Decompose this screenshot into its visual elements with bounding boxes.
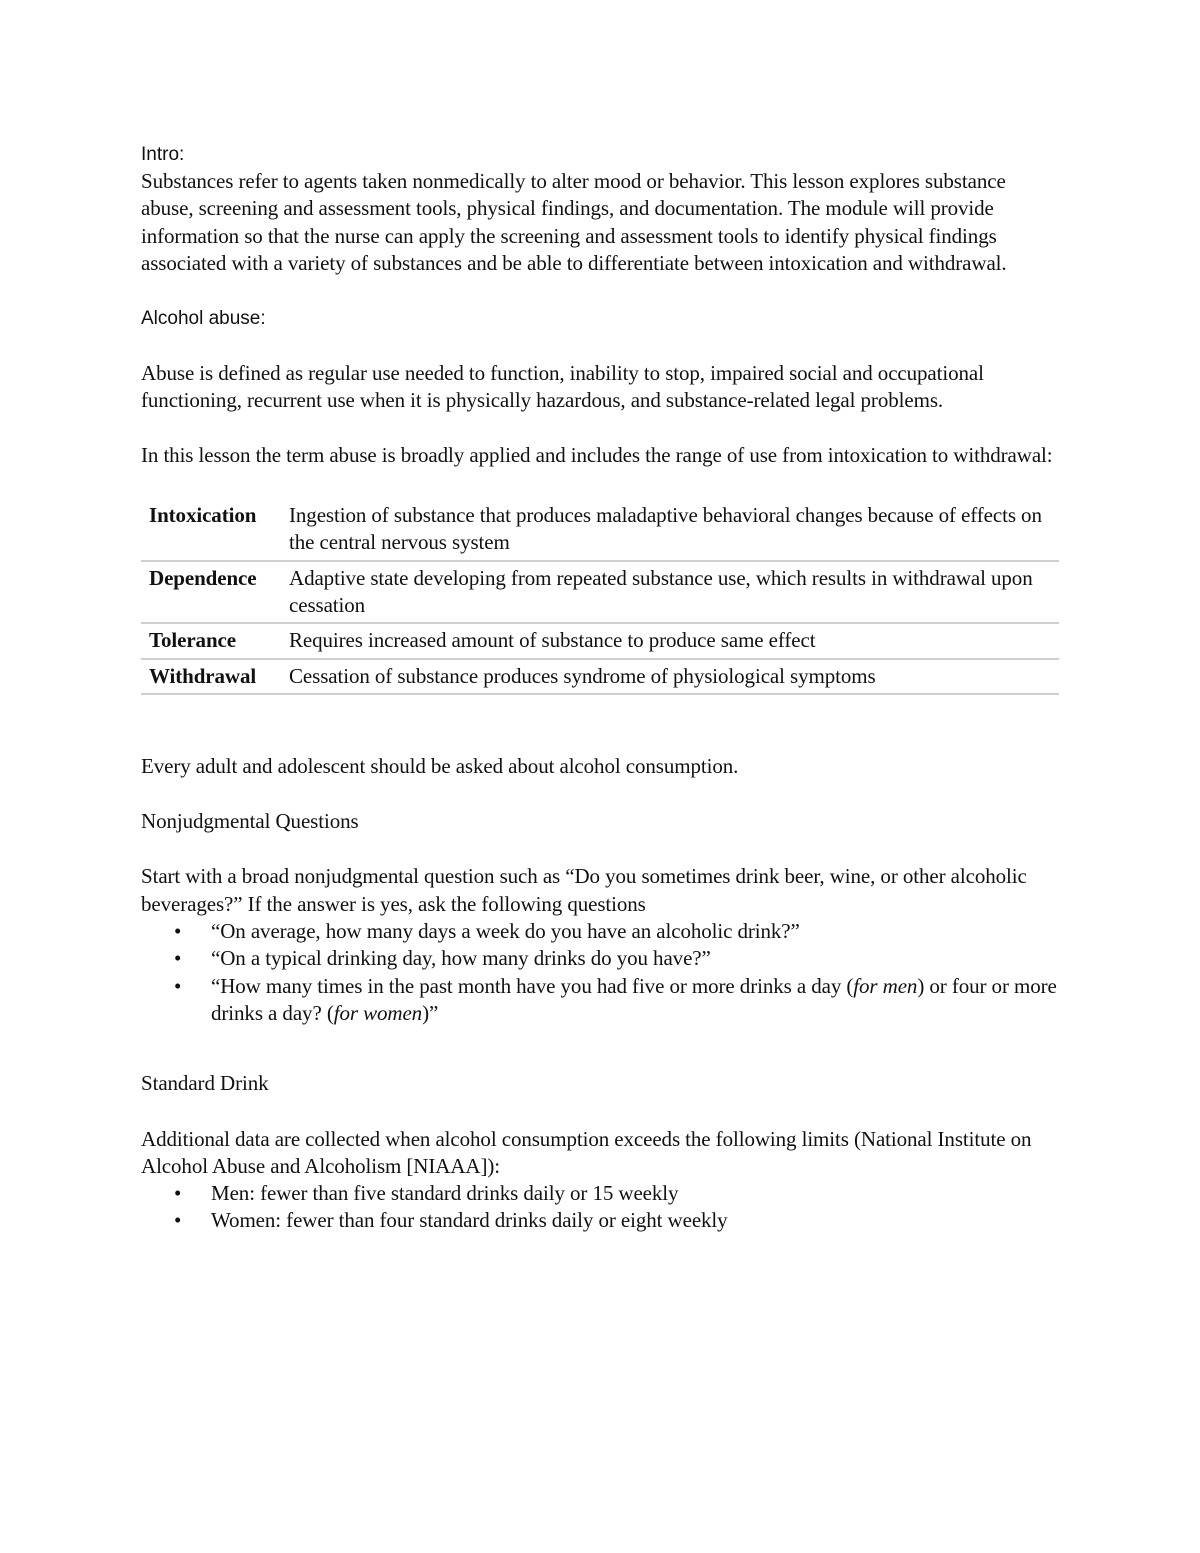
term-cell: Dependence bbox=[141, 561, 289, 624]
nonjudgmental-subheading: Nonjudgmental Questions bbox=[141, 809, 359, 834]
definition-cell: Requires increased amount of substance to produce same effect bbox=[289, 623, 1059, 658]
definition-cell: Ingestion of substance that produces maladaptive behavioral changes because of effects on the central nervous system bbox=[289, 499, 1059, 561]
table-row bbox=[141, 499, 1059, 561]
table-row bbox=[141, 659, 1059, 694]
bullet-icon: • bbox=[174, 1181, 182, 1206]
list-item bbox=[141, 973, 1061, 1028]
abuse-scope-paragraph: In this lesson the term abuse is broadly applied and includes the range of use from intoxication to withdrawal: bbox=[141, 442, 1053, 467]
bullet-icon: • bbox=[174, 1208, 182, 1233]
term-cell: Withdrawal bbox=[141, 659, 289, 694]
table-row bbox=[141, 623, 1059, 658]
screening-lead-paragraph: Start with a broad nonjudgmental question such as “Do you sometimes drink beer, wine, or other alcoholic beverages?” If the answer is yes, ask the following questions bbox=[141, 864, 1027, 916]
question-text-part: )” bbox=[422, 1000, 439, 1025]
question-text: “On a typical drinking day, how many drinks do you have?” bbox=[211, 946, 711, 971]
list-item bbox=[141, 1207, 1061, 1234]
list-item bbox=[141, 1180, 1061, 1207]
question-text bbox=[211, 974, 1057, 1025]
definition-cell: Cessation of substance produces syndrome of physiological symptoms bbox=[289, 659, 1059, 694]
list-item bbox=[141, 945, 1061, 972]
terms-table bbox=[141, 499, 1059, 695]
term-cell: Tolerance bbox=[141, 623, 289, 658]
bullet-icon: • bbox=[174, 946, 182, 971]
screening-questions-list bbox=[141, 918, 1061, 1027]
term-cell: Intoxication bbox=[141, 499, 289, 561]
intro-paragraph: Substances refer to agents taken nonmedically to alter mood or behavior. This lesson explores substance abuse, screening and assessment tools, physical findings, and documentation. The module will provide information so that the nurse can apply the screening and assessment tools to identify physical findings associated with a variety of substances and be able to differentiate between intoxication and withdrawal. bbox=[141, 169, 1007, 275]
alcohol-abuse-heading: Alcohol abuse: bbox=[141, 308, 266, 330]
question-text-part: ) or four or more drinks a day? ( bbox=[211, 973, 1057, 1025]
standard-drink-subheading: Standard Drink bbox=[141, 1071, 269, 1096]
limits-list bbox=[141, 1180, 1061, 1235]
limit-text: Women: fewer than four standard drinks daily or eight weekly bbox=[211, 1208, 728, 1233]
list-item bbox=[141, 918, 1061, 945]
screening-statement: Every adult and adolescent should be asked about alcohol consumption. bbox=[141, 753, 739, 778]
table-row bbox=[141, 561, 1059, 624]
bullet-icon: • bbox=[174, 973, 182, 998]
intro-heading: Intro: bbox=[141, 144, 185, 165]
bullet-icon: • bbox=[174, 919, 182, 944]
women-qualifier: for women bbox=[333, 1000, 423, 1025]
question-text-part: “How many times in the past month have you had five or more drinks a day ( bbox=[211, 973, 854, 998]
standard-drink-lead-paragraph: Additional data are collected when alcohol consumption exceeds the following limits (National Institute on Alcohol Abuse and Alcoholism [NIAAA]): bbox=[141, 1126, 1032, 1178]
definition-cell: Adaptive state developing from repeated substance use, which results in withdrawal upon cessation bbox=[289, 561, 1059, 624]
question-text: “On average, how many days a week do you have an alcoholic drink?” bbox=[211, 919, 800, 944]
limit-text: Men: fewer than five standard drinks daily or 15 weekly bbox=[211, 1181, 679, 1206]
document-page bbox=[141, 141, 1061, 1235]
abuse-definition-paragraph: Abuse is defined as regular use needed to function, inability to stop, impaired social and occupational functioning, recurrent use when it is physically hazardous, and substance-related legal problems. bbox=[141, 361, 984, 413]
men-qualifier: for men bbox=[853, 973, 918, 998]
